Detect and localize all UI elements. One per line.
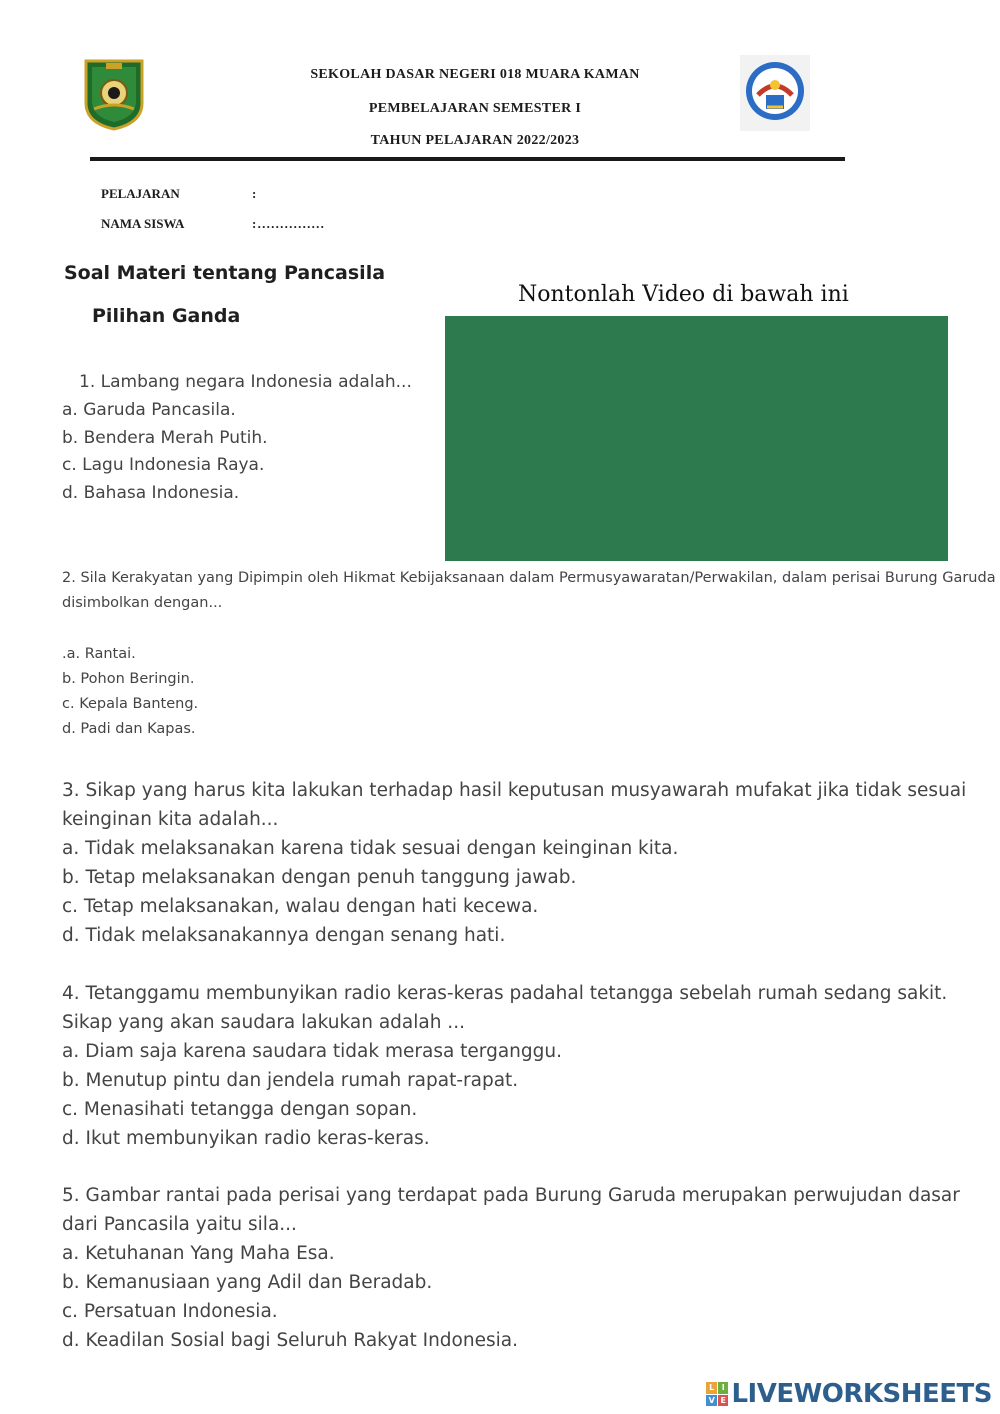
- question-block: [62, 566, 996, 742]
- question-text: 1. Lambang negara Indonesia adalah...: [79, 372, 412, 392]
- brand-name: LIVEWORKSHEETS: [731, 1379, 992, 1409]
- brand-mark-letter: E: [718, 1395, 729, 1407]
- answer-option[interactable]: c. Lagu Indonesia Raya.: [62, 455, 265, 476]
- question-block: [62, 369, 432, 508]
- question-text: 5. Gambar rantai pada perisai yang terdapat pada Burung Garuda merupakan perwujudan dasar dari Pancasila yaitu sila...: [62, 1185, 960, 1235]
- question-text: 2. Sila Kerakyatan yang Dipimpin oleh Hikmat Kebijaksanaan dalam Permusyawaratan/Perwakilan, dalam perisai Burung Garuda disimbolkan dengan...: [62, 570, 996, 611]
- subject-field[interactable]: :: [252, 186, 257, 201]
- answer-option[interactable]: c. Menasihati tetangga dengan sopan.: [62, 1099, 418, 1120]
- liveworksheets-icon: [706, 1382, 728, 1406]
- question-text: 4. Tetanggamu membunyikan radio keras-keras padahal tetangga sebelah rumah sedang sakit. Sikap yang akan saudara lakukan adalah ...: [62, 983, 948, 1033]
- answer-option[interactable]: b. Menutup pintu dan jendela rumah rapat-rapat.: [62, 1070, 519, 1091]
- student-name-label: NAMA SISWA: [101, 216, 185, 231]
- answer-option[interactable]: c. Tetap melaksanakan, walau dengan hati kecewa.: [62, 896, 539, 917]
- answer-option[interactable]: d. Padi dan Kapas.: [62, 721, 196, 737]
- program-title: PEMBELAJARAN SEMESTER I: [368, 101, 582, 116]
- liveworksheets-brand[interactable]: [706, 1379, 992, 1409]
- section-subtitle: Pilihan Ganda: [92, 305, 241, 327]
- answer-option[interactable]: a. Ketuhanan Yang Maha Esa.: [62, 1243, 335, 1264]
- answer-option[interactable]: b. Tetap melaksanakan dengan penuh tanggung jawab.: [62, 867, 577, 888]
- answer-option[interactable]: d. Ikut membunyikan radio keras-keras.: [62, 1128, 430, 1149]
- answer-option[interactable]: b. Kemanusiaan yang Adil dan Beradab.: [62, 1272, 433, 1293]
- subject-label: PELAJARAN: [101, 186, 180, 201]
- question-text: 3. Sikap yang harus kita lakukan terhadap hasil keputusan musyawarah mufakat jika tidak sesuai keinginan kita adalah...: [62, 780, 967, 830]
- question-block: [62, 776, 982, 950]
- answer-option[interactable]: a. Garuda Pancasila.: [62, 399, 236, 420]
- question-block: [62, 979, 982, 1153]
- answer-option[interactable]: b. Pohon Beringin.: [62, 671, 195, 687]
- video-title: Nontonlah Video di bawah ini: [518, 282, 849, 307]
- header-divider: [90, 157, 845, 161]
- brand-mark-letter: V: [706, 1395, 717, 1407]
- embedded-video[interactable]: [445, 316, 948, 561]
- section-title: Soal Materi tentang Pancasila: [64, 262, 386, 284]
- answer-option[interactable]: d. Keadilan Sosial bagi Seluruh Rakyat Indonesia.: [62, 1330, 518, 1351]
- school-name: SEKOLAH DASAR NEGERI 018 MUARA KAMAN: [310, 67, 640, 82]
- answer-option[interactable]: b. Bendera Merah Putih.: [62, 427, 268, 448]
- student-name-field[interactable]: : . . . . . . . . . . . . . . .: [252, 216, 323, 231]
- question-block: [62, 1181, 992, 1355]
- regional-emblem-logo: [80, 57, 148, 131]
- answer-option[interactable]: d. Tidak melaksanakannya dengan senang hati.: [62, 925, 506, 946]
- brand-mark-letter: I: [718, 1382, 729, 1394]
- answer-option[interactable]: a. Tidak melaksanakan karena tidak sesuai dengan keinginan kita.: [62, 838, 679, 859]
- academic-year: TAHUN PELAJARAN 2022/2023: [370, 133, 580, 148]
- answer-option[interactable]: a. Diam saja karena saudara tidak merasa terganggu.: [62, 1041, 562, 1062]
- brand-mark-letter: L: [706, 1382, 717, 1394]
- answer-option[interactable]: d. Bahasa Indonesia.: [62, 483, 240, 504]
- tut-wuri-handayani-logo: [740, 55, 810, 131]
- answer-option[interactable]: c. Persatuan Indonesia.: [62, 1301, 278, 1322]
- answer-option[interactable]: .a. Rantai.: [62, 646, 136, 662]
- answer-option[interactable]: c. Kepala Banteng.: [62, 696, 199, 712]
